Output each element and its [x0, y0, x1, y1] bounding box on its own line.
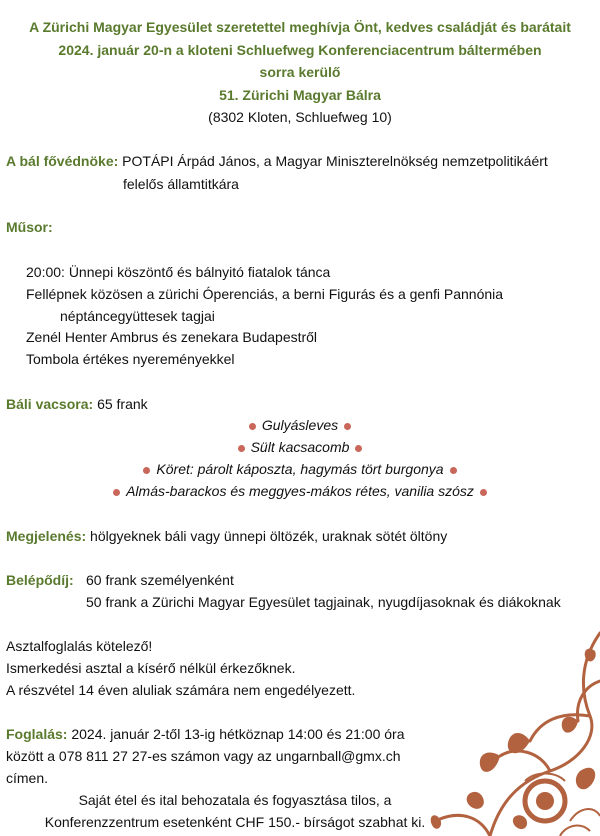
dinner-dish	[0, 483, 600, 499]
note-line: Asztalfoglalás kötelező!	[6, 638, 153, 654]
dress-line	[6, 528, 447, 544]
bullet-icon	[249, 423, 256, 430]
floral-ornament-icon	[430, 621, 600, 836]
note-line: A részvétel 14 éven aluliak számára nem engedélyezett.	[6, 682, 356, 698]
patron-line	[6, 153, 548, 169]
program-label: Műsor:	[6, 219, 53, 235]
dish-text: Sült kacsacomb	[250, 439, 350, 455]
dress-text: hölgyeknek báli vagy ünnepi öltözék, uraknak sötét öltöny	[90, 528, 448, 544]
program-item: Fellépnek közösen a zürichi Óperenciás, a berni Figurás és a genfi Pannónia	[26, 286, 504, 302]
bullet-icon	[355, 445, 362, 452]
entry-price-1: 60 frank személyenként	[86, 572, 234, 588]
header-address: (8302 Kloten, Schluefweg 10)	[208, 109, 392, 125]
program-item: Zenél Henter Ambrus és zenekara Budapestről	[26, 329, 318, 345]
booking-line	[6, 726, 405, 742]
booking-contact: között a 078 811 27 27-es számon vagy az ungarnball@gmx.ch	[6, 748, 401, 764]
footer-line-2: Konferenzzentrum esetenként CHF 150.- bírságot szabhat ki.	[44, 814, 426, 830]
bullet-icon	[480, 489, 487, 496]
patron-text-2: felelős államtitkára	[123, 176, 239, 192]
dinner-label: Báli vacsora:	[6, 396, 94, 412]
program-item: néptáncegyüttesek tagjai	[60, 308, 215, 324]
dish-text: Almás-barackos és meggyes-mákos rétes, vanilia szósz	[126, 483, 474, 499]
patron-text: POTÁPI Árpád János, a Magyar Miniszterelnökség nemzetpolitikáért	[122, 153, 548, 169]
note-line: Ismerkedési asztal a kísérő nélkül érkezőknek.	[6, 660, 296, 676]
bullet-icon	[344, 423, 351, 430]
dress-label: Megjelenés:	[6, 528, 87, 544]
header-line-3: sorra kerülő	[259, 64, 341, 80]
bullet-icon	[113, 489, 120, 496]
header-line-4: 51. Zürichi Magyar Bálra	[219, 86, 381, 103]
bullet-icon	[450, 467, 457, 474]
header-line-1: A Zürichi Magyar Egyesület szeretettel meghívja Önt, kedves családját és barátait	[29, 19, 571, 35]
dinner-dish	[0, 461, 600, 477]
bullet-icon	[143, 467, 150, 474]
header-line-2: 2024. január 20-n a kloteni Schluefweg Konferenciacentrum báltermében	[58, 41, 542, 58]
dinner-price: 65 frank	[97, 396, 148, 412]
booking-text-3: címen.	[6, 770, 49, 786]
dinner-line	[6, 396, 148, 412]
dinner-dish	[0, 439, 600, 455]
invitation-header	[0, 16, 600, 129]
patron-label: A bál fővédnöke:	[6, 153, 119, 169]
program-item: Tombola értékes nyereményekkel	[26, 351, 235, 367]
entry-price-2: 50 frank a Zürichi Magyar Egyesület tagjainak, nyugdíjasoknak és diákoknak	[86, 594, 561, 610]
booking-label: Foglalás:	[6, 726, 68, 742]
dish-text: Gulyásleves	[261, 417, 339, 433]
footer-line-1: Saját étel és ital behozatala és fogyasztása tilos, a	[78, 792, 392, 808]
dinner-dish	[0, 417, 600, 433]
booking-text: 2024. január 2-től 13-ig hétköznap 14:00 és 21:00 óra	[71, 726, 405, 742]
bullet-icon	[238, 445, 245, 452]
dish-text: Köret: párolt káposzta, hagymás tört burgonya	[156, 461, 444, 477]
entry-label: Belépődíj:	[6, 572, 74, 588]
program-item: 20:00: Ünnepi köszöntő és bálnyitó fiatalok tánca	[26, 264, 331, 280]
